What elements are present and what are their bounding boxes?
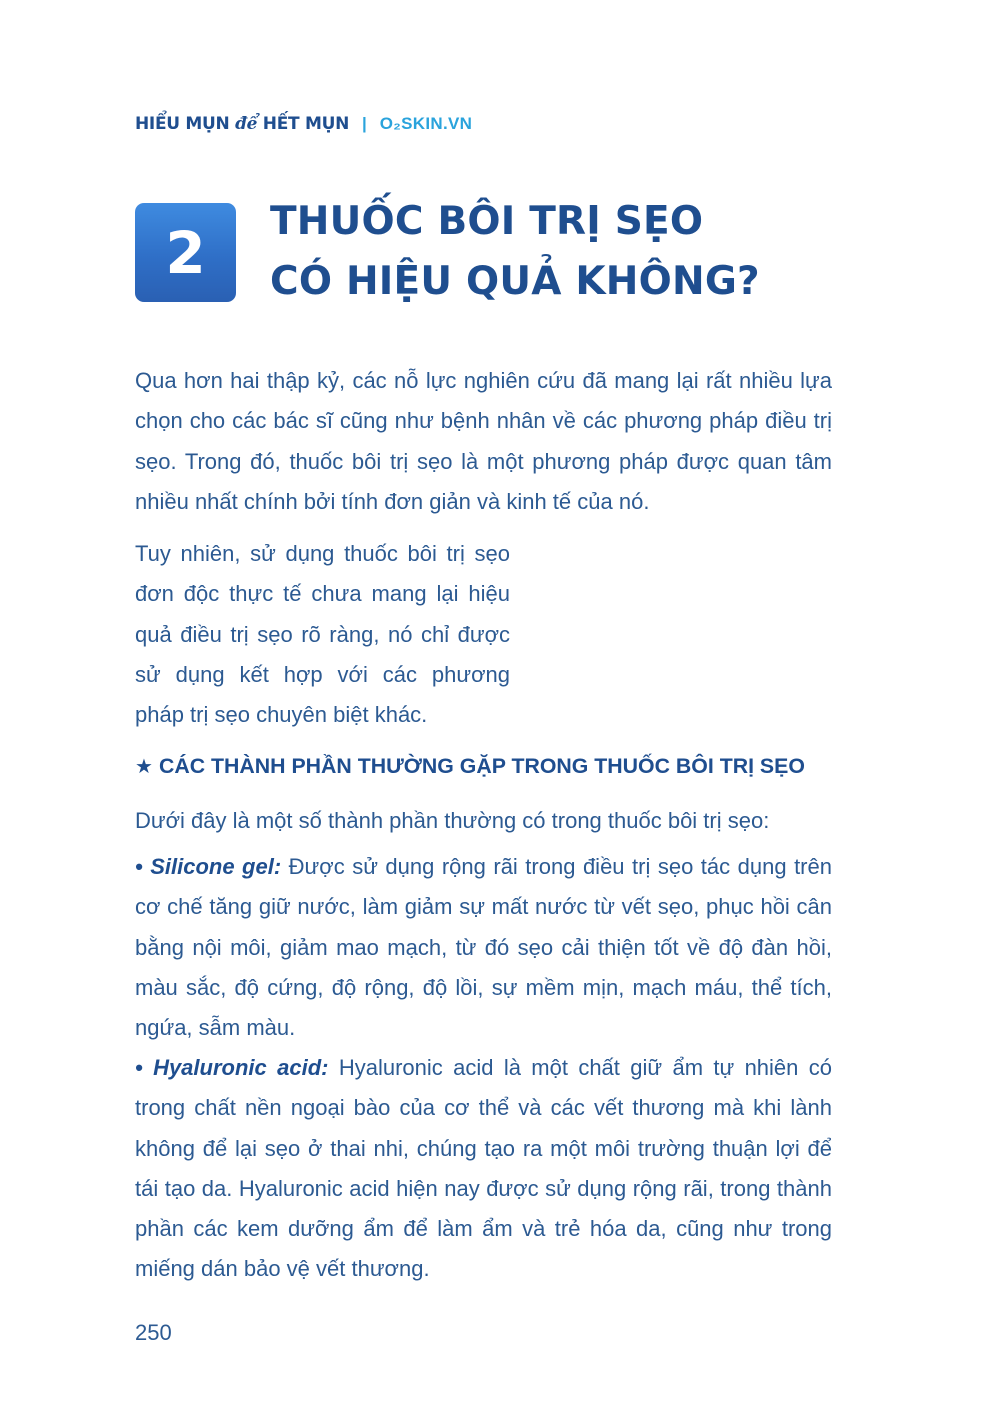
section-heading-text: CÁC THÀNH PHẦN THƯỜNG GẶP TRONG THUỐC BÔI TRỊ SẸO bbox=[158, 754, 805, 778]
ingredient-description: Được sử dụng rộng rãi trong điều trị sẹo tác dụng trên cơ chế tăng giữ nước, làm giảm sự mất nước từ vết sẹo, phục hồi cân bằng nội môi, giảm mao mạch, từ đó sẹo cải thiện tốt về độ đàn hồi, màu sắc, độ cứng, độ rộng, độ lồi, sự mềm mịn, mạch máu, thể tích, ngứa, sẫm màu. bbox=[135, 854, 832, 1041]
running-header bbox=[135, 114, 472, 134]
section-intro: Dưới đây là một số thành phần thường có trong thuốc bôi trị sẹo: bbox=[135, 808, 770, 833]
book-title-part2: HẾT MỤN bbox=[262, 114, 350, 134]
ingredient-item-silicone bbox=[135, 847, 832, 1048]
intro-paragraph: Qua hơn hai thập kỷ, các nỗ lực nghiên cứu đã mang lại rất nhiều lựa chọn cho các bác sĩ cũng như bệnh nhân về các phương pháp điều trị sẹo. Trong đó, thuốc bôi trị sẹo là một phương pháp được quan tâm nhiều nhất chính bởi tính đơn giản và kinh tế của nó. bbox=[135, 368, 832, 514]
chapter-title-line1: THUỐC BÔI TRỊ SẸO bbox=[270, 199, 704, 244]
book-title-word: để bbox=[235, 114, 258, 134]
chapter-title-line2: CÓ HIỆU QUẢ KHÔNG? bbox=[270, 259, 760, 304]
bullet-icon: • bbox=[135, 854, 143, 879]
chapter-number-badge bbox=[135, 203, 236, 302]
site-name: O₂SKIN.VN bbox=[379, 114, 473, 133]
bullet-icon: • bbox=[135, 1055, 143, 1080]
note-paragraph: Tuy nhiên, sử dụng thuốc bôi trị sẹo đơn độc thực tế chưa mang lại hiệu quả điều trị sẹo rõ ràng, nó chỉ được sử dụng kết hợp với các phương pháp trị sẹo chuyên biệt khác. bbox=[135, 541, 510, 728]
book-title bbox=[135, 114, 349, 134]
book-title-part1: HIỂU MỤN bbox=[135, 114, 230, 134]
ingredient-item-hyaluronic bbox=[135, 1048, 832, 1290]
chapter-title bbox=[270, 192, 760, 312]
ingredient-term: Silicone gel: bbox=[150, 854, 282, 879]
header-separator: | bbox=[362, 114, 367, 133]
section-heading bbox=[135, 754, 805, 779]
chapter-number: 2 bbox=[165, 218, 206, 287]
star-icon: ★ bbox=[135, 755, 153, 778]
ingredient-description: Hyaluronic acid là một chất giữ ẩm tự nhiên có trong chất nền ngoại bào của cơ thể và các vết thương mà khi lành không để lại sẹo ở thai nhi, chúng tạo ra một môi trường thuận lợi để tái tạo da. Hyaluronic acid hiện nay được sử dụng rộng rãi, trong thành phần các kem dưỡng ẩm để làm ẩm và trẻ hóa da, cũng như trong miếng dán bảo vệ vết thương. bbox=[135, 1055, 832, 1282]
ingredient-term: Hyaluronic acid: bbox=[153, 1055, 329, 1080]
page-number: 250 bbox=[135, 1320, 172, 1345]
